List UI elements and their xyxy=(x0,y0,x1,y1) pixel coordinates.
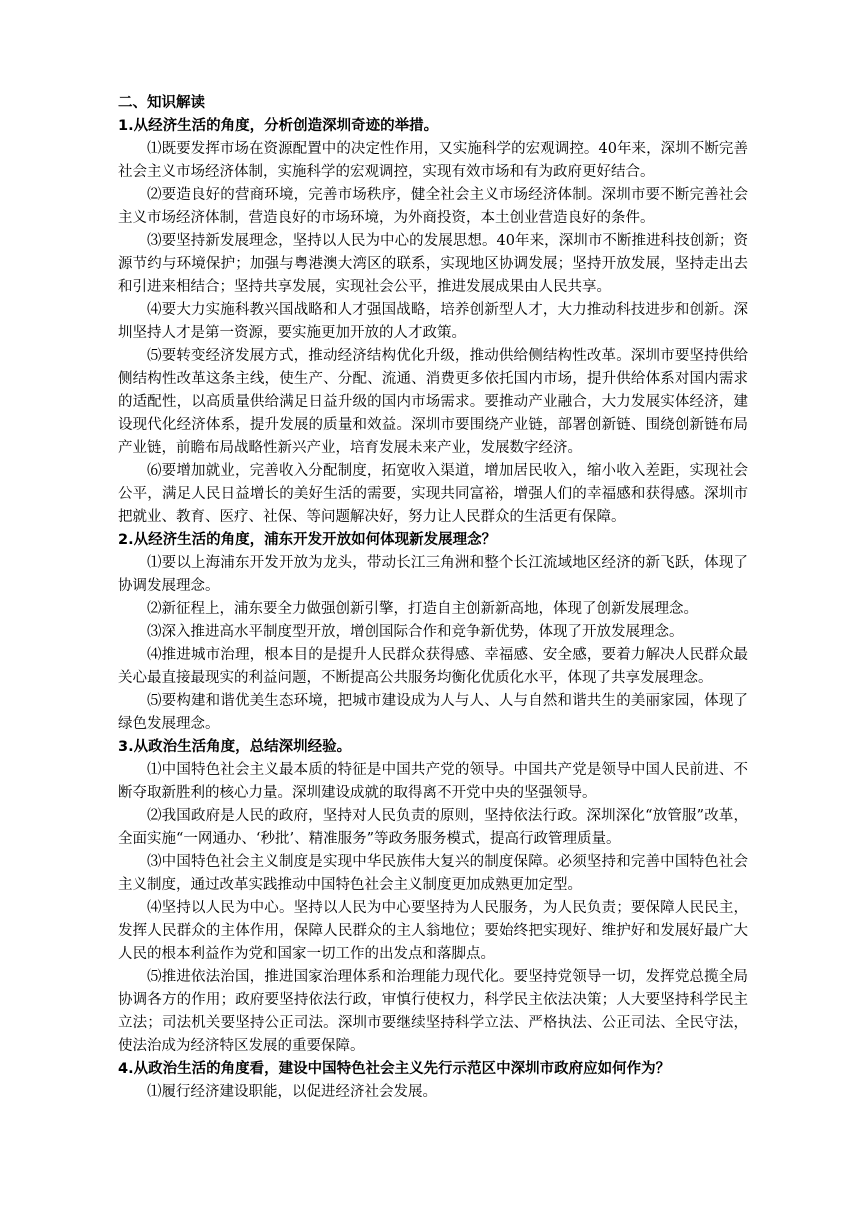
answer-paragraph: ⑸要转变经济发展方式，推动经济结构优化升级，推动供给侧结构性改革。深圳市要坚持供给侧结构性改革这条主线，使生产、分配、流通、消费更多依托国内市场，提升供给体系对国内需求的适配性，以高质量供给满足日益升级的国内市场需求。要推动产业融合，大力发展实体经济，建设现代化经济体系，提升发展的质量和效益。深圳市要围绕产业链，部署创新链、围绕创新链布局产业链，前瞻布局战略性新兴产业，培育发展未来产业，发展数字经济。 xyxy=(118,348,748,456)
answer-paragraph: ⑴既要发挥市场在资源配置中的决定性作用，又实施科学的宏观调控。40年来，深圳不断完善社会主义市场经济体制，实施科学的宏观调控，实现有效市场和有为政府更好结合。 xyxy=(118,141,748,180)
answer-paragraph: ⑵新征程上，浦东要全力做强创新引擎，打造自主创新新高地，体现了创新发展理念。 xyxy=(147,601,698,617)
question-heading: 2.从经济生活的角度，浦东开发开放如何体现新发展理念？ xyxy=(118,532,497,548)
answer-paragraph: ⑴履行经济建设职能，以促进经济社会发展。 xyxy=(147,1084,437,1100)
answer-paragraph: ⑴要以上海浦东开发开放为龙头，带动长江三角洲和整个长江流域地区经济的新飞跃，体现了协调发展理念。 xyxy=(118,555,748,594)
answer-paragraph: ⑸要构建和谐优美生态环境，把城市建设成为人与人、人与自然和谐共生的美丽家园，体现了绿色发展理念。 xyxy=(118,693,748,732)
answer-paragraph: ⑷推进城市治理，根本目的是提升人民群众获得感、幸福感、安全感，要着力解决人民群众最关心最直接最现实的利益问题，不断提高公共服务均衡化优质化水平，体现了共享发展理念。 xyxy=(118,647,748,686)
question-heading: 4.从政治生活的角度看，建设中国特色社会主义先行示范区中深圳市政府应如何作为？ xyxy=(118,1061,671,1077)
answer-paragraph: ⑷坚持以人民为中心。坚持以人民为中心要坚持为人民服务，为人民负责；要保障人民民主，发挥人民群众的主体作用，保障人民群众的主人翁地位；要始终把实现好、维护好和发展好最广大人民的根本利益作为党和国家一切工作的出发点和落脚点。 xyxy=(118,900,748,962)
answer-paragraph: ⑴中国特色社会主义最本质的特征是中国共产党的领导。中国共产党是领导中国人民前进、不断夺取新胜利的核心力量。深圳建设成就的取得离不开党中央的坚强领导。 xyxy=(118,762,748,801)
answer-paragraph: ⑵要造良好的营商环境，完善市场秩序，健全社会主义市场经济体制。深圳市要不断完善社会主义市场经济体制，营造良好的市场环境，为外商投资，本土创业营造良好的条件。 xyxy=(118,187,748,226)
answer-paragraph: ⑶深入推进高水平制度型开放，增创国际合作和竞争新优势，体现了开放发展理念。 xyxy=(147,624,684,640)
answer-paragraph: ⑷要大力实施科教兴国战略和人才强国战略，培养创新型人才，大力推动科技进步和创新。深圳坚持人才是第一资源，要实施更加开放的人才政策。 xyxy=(118,302,748,341)
question-heading: 1.从经济生活的角度，分析创造深圳奇迹的举措。 xyxy=(118,118,439,134)
answer-paragraph: ⑶中国特色社会主义制度是实现中华民族伟大复兴的制度保障。必须坚持和完善中国特色社会主义制度，通过改革实践推动中国特色社会主义制度更加成熟更加定型。 xyxy=(118,854,748,893)
answer-paragraph: ⑹要增加就业，完善收入分配制度，拓宽收入渠道，增加居民收入，缩小收入差距，实现社会公平，满足人民日益增长的美好生活的需要，实现共同富裕，增强人们的幸福感和获得感。深圳市把就业、教育、医疗、社保、等问题解决好，努力让人民群众的生活更有保障。 xyxy=(118,463,748,525)
answer-paragraph: ⑸推进依法治国，推进国家治理体系和治理能力现代化。要坚持党领导一切，发挥党总揽全局协调各方的作用；政府要坚持依法行政，审慎行使权力，科学民主依法决策；人大要坚持科学民主立法；司法机关要坚持公正司法。深圳市要继续坚持科学立法、严格执法、公正司法、全民守法，使法治成为经济特区发展的重要保障。 xyxy=(118,969,748,1054)
section-title: 二、知识解读 xyxy=(118,95,205,111)
question-heading: 3.从政治生活角度，总结深圳经验。 xyxy=(118,739,352,755)
answer-paragraph: ⑶要坚持新发展理念，坚持以人民为中心的发展思想。40年来，深圳市不断推进科技创新；资源节约与环境保护；加强与粤港澳大湾区的联系，实现地区协调发展；坚持开放发展，坚持走出去和引进来相结合；坚持共享发展，实现社会公平，推进发展成果由人民共享。 xyxy=(118,233,748,295)
answer-paragraph: ⑵我国政府是人民的政府，坚持对人民负责的原则，坚持依法行政。深圳深化“放管服”改革，全面实施“一网通办、‘秒批’、精准服务”等政务服务模式，提高行政管理质量。 xyxy=(118,808,748,847)
